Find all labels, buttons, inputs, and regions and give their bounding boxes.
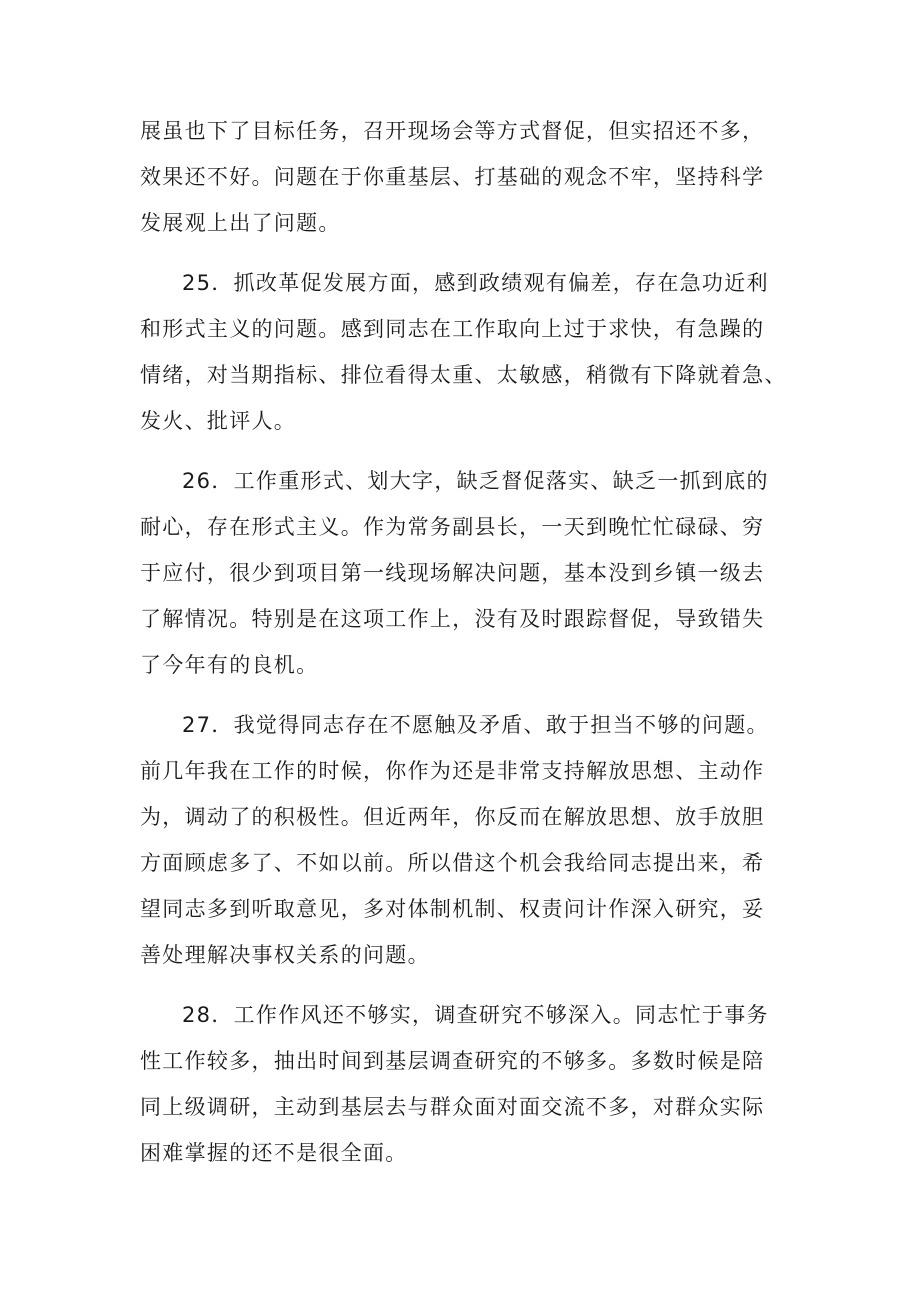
- paragraph-continuation: [140, 108, 785, 246]
- text-line: 性工作较多，抽出时间到基层调查研究的不够多。多数时候是陪: [140, 1049, 765, 1073]
- text-line: 展虽也下了目标任务，召开现场会等方式督促，但实招还不多，: [140, 119, 765, 143]
- text-line: 了今年有的良机。: [140, 653, 319, 677]
- document-body: [140, 108, 785, 1190]
- text-line: 方面顾虑多了、不如以前。所以借这个机会我给同志提出来，希: [140, 851, 765, 875]
- text-line: 发展观上出了问题。: [140, 211, 341, 235]
- text-line: 28．工作作风还不够实，调查研究不够深入。同志忙于事务: [182, 1003, 769, 1027]
- paragraph-item-27: [140, 702, 785, 978]
- text-line: 27．我觉得同志存在不愿触及矛盾、敢于担当不够的问题。: [182, 713, 769, 737]
- text-line: 同上级调研，主动到基层去与群众面对面交流不多，对群众实际: [140, 1095, 765, 1119]
- text-line: 善处理解决事权关系的问题。: [140, 943, 430, 967]
- text-line: 26．工作重形式、划大字，缺乏督促落实、缺乏一抓到底的: [182, 469, 769, 493]
- paragraph-item-26: [140, 458, 785, 688]
- text-line: 情绪，对当期指标、排位看得太重、太敏感，稍微有下降就着急、: [140, 363, 787, 387]
- text-line: 发火、批评人。: [140, 409, 297, 433]
- paragraph-item-28: [140, 992, 785, 1176]
- text-line: 望同志多到听取意见，多对体制机制、权责问计作深入研究，妥: [140, 897, 765, 921]
- paragraph-item-25: [140, 260, 785, 444]
- text-line: 了解情况。特别是在这项工作上，没有及时跟踪督促，导致错失: [140, 607, 765, 631]
- text-line: 为，调动了的积极性。但近两年，你反而在解放思想、放手放胆: [140, 805, 765, 829]
- text-line: 于应付，很少到项目第一线现场解决问题，基本没到乡镇一级去: [140, 561, 765, 585]
- text-line: 和形式主义的问题。感到同志在工作取向上过于求快，有急躁的: [140, 317, 765, 341]
- text-line: 25．抓改革促发展方面，感到政绩观有偏差，存在急功近利: [182, 271, 769, 295]
- text-line: 效果还不好。问题在于你重基层、打基础的观念不牢，坚持科学: [140, 165, 765, 189]
- text-line: 前几年我在工作的时候，你作为还是非常支持解放思想、主动作: [140, 759, 765, 783]
- text-line: 困难掌握的还不是很全面。: [140, 1141, 408, 1165]
- text-line: 耐心，存在形式主义。作为常务副县长，一天到晚忙忙碌碌、穷: [140, 515, 765, 539]
